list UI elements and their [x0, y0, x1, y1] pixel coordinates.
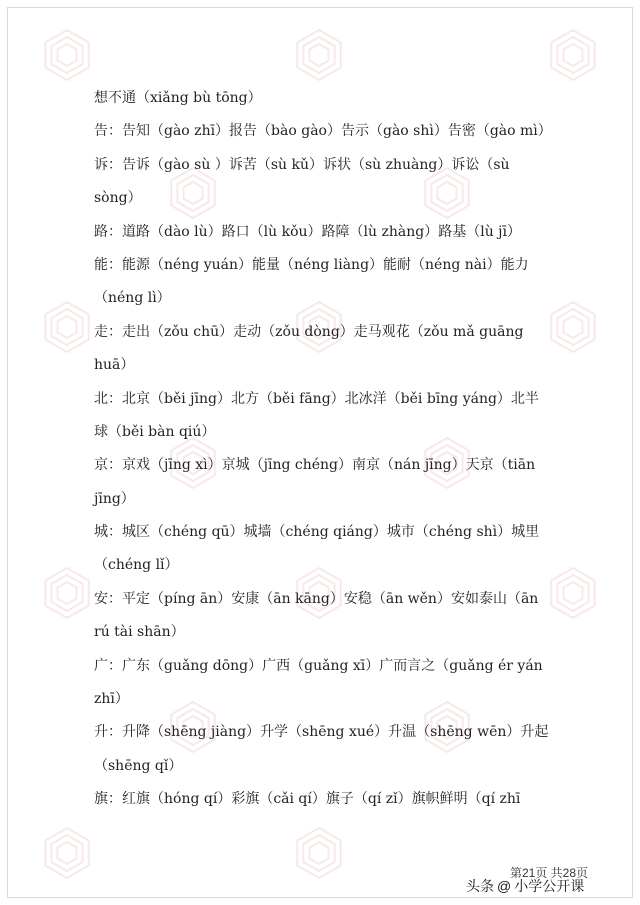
hexagon-watermark-icon — [292, 826, 346, 880]
text-line: 诉：告诉（gào sù ）诉苦（sù kǔ）诉状（sù zhuàng）诉讼（sù — [94, 156, 510, 173]
text-line: 能：能源（néng yuán）能量（néng liàng）能耐（néng nài）能力 — [94, 256, 529, 273]
hexagon-watermark-icon — [292, 28, 346, 82]
page-number: 第21页 共28页 — [510, 866, 589, 880]
hexagon-watermark-icon — [40, 826, 94, 880]
text-line: jīng） — [94, 490, 135, 507]
text-line: huā） — [94, 357, 135, 374]
text-line: zhī） — [94, 691, 129, 708]
text-line: 想不通（xiǎng bù tōng） — [94, 90, 262, 106]
text-line: 升：升降（shēng jiàng）升学（shēng xué）升温（shēng wēn）升起 — [94, 724, 549, 741]
hexagon-watermark-icon — [40, 28, 94, 82]
text-line: 安：平定（píng ān）安康（ān kāng）安稳（ān wěn）安如泰山（ān — [94, 590, 539, 607]
text-line: 广：广东（guǎng dōng）广西（guǎng xī）广而言之（guǎng ér yán — [94, 657, 543, 674]
hexagon-watermark-icon — [40, 566, 94, 620]
hexagon-watermark-icon — [40, 300, 94, 354]
source-watermark — [466, 876, 584, 896]
text-line: 北：北京（běi jīng）北方（běi fāng）北冰洋（běi bīng yáng）北半 — [94, 390, 539, 407]
text-line: 球（běi bàn qiú） — [94, 423, 216, 440]
text-line: 旗：红旗（hóng qí）彩旗（cǎi qí）旗子（qí zǐ）旗帜鲜明（qí zhī — [94, 791, 521, 808]
brand-name: 头条 — [466, 878, 494, 894]
brand-account: 小学公开课 — [514, 878, 585, 894]
text-line: rú tài shān） — [94, 624, 185, 641]
hexagon-watermark-icon — [546, 28, 600, 82]
text-line: （néng lì） — [94, 290, 171, 307]
text-line: 告：告知（gào zhī）报告（bào gào）告示（gào shì）告密（gào mì） — [94, 123, 552, 140]
document-body — [94, 82, 556, 817]
text-line: 京：京戏（jīng xì）京城（jīng chéng）南京（nán jīng）天京（tiān — [94, 457, 536, 474]
text-line: （chéng lǐ） — [94, 557, 179, 574]
text-line: 路：道路（dào lù）路口（lù kǒu）路障（lù zhàng）路基（lù jī） — [94, 223, 521, 240]
text-line: 城：城区（chéng qū）城墙（chéng qiáng）城市（chéng shì）城里 — [94, 524, 540, 541]
text-line: sòng） — [94, 190, 142, 207]
text-line: 走：走出（zǒu chū）走动（zǒu dòng）走马观花（zǒu mǎ guāng — [94, 323, 524, 340]
at-sign: @ — [497, 878, 512, 894]
text-line: （shēng qǐ） — [94, 757, 183, 774]
